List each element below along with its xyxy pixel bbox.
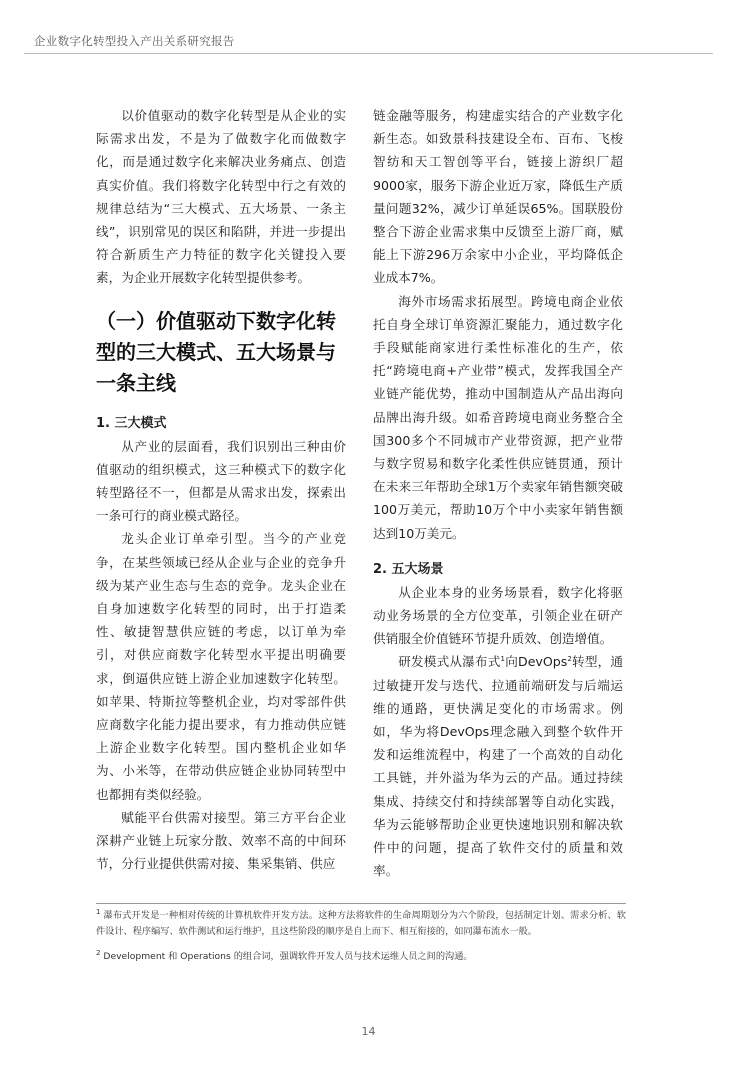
subsection-title-three-modes: 1. 三大模式 (96, 415, 167, 431)
paragraph: 赋能平台供需对接型。第三方平台企业深耕产业链上玩家分散、效率不高的中间环节，分行业提供供需对接、集采集销、供应 (96, 809, 346, 872)
paragraph-continued: 链金融等服务，构建虚实结合的产业数字化新生态。如致景科技建设全布、百布、飞梭智纺和天工智创等平台，链接上游织厂超9000家，服务下游企业近万家，降低生产质量问题32%，减少订单延误65%。国联股份整合下游企业需求集中反馈至上游厂商，赋能上下游296万余家中小企业，平均降低企业成本7%。 (373, 108, 623, 286)
footnote-1: $^1$ 瀑布式开发是一种相对传统的计算机软件开发方法。这种方法将软件的生命周期划分为六个阶段，包括制定计划、需求分析、软件设计、程序编写、软件测试和运行维护，且这些阶段的顺序是自上而下、相互衔接的，如同瀑布流水一般。 (96, 907, 627, 937)
page-number: 14 (361, 1025, 376, 1038)
intro-paragraph: 以价值驱动的数字化转型是从企业的实际需求出发，不是为了做数字化而做数字化，而是通过数字化来解决业务痛点、创造真实价值。我们将数字化转型中行之有效的规律总结为“三大模式、五大场景、一条主线”，识别常见的误区和陷阱，并进一步提出符合新质生产力特征的数字化关键投入要素，为企业开展数字化转型提供参考。 (96, 108, 346, 286)
footnote-ref-1[interactable]: 1 (500, 655, 505, 664)
subsection-title-five-scenarios: 2. 五大场景 (373, 561, 444, 577)
footnote-ref-2[interactable]: 2 (567, 655, 572, 664)
footnote-divider (96, 903, 626, 904)
header-divider (24, 53, 713, 54)
paragraph: 龙头企业订单牵引型。当今的产业竞争，在某些领域已经从企业与企业的竞争升级为某产业生态与生态的竞争。龙头企业在自身加速数字化转型的同时，出于打造柔性、敏捷智慧供应链的考虑，以订单为牵引，对供应商数字化转型水平提出明确要求，倒逼供应链上游企业加速数字化转型。如苹果、特斯拉等整机企业，均对零部件供应商数字化能力提出要求，有力推动供应链上游企业数字化转型。国内整机企业如华为、小米等，在带动供应链企业协同转型中也都拥有类似经验。 (96, 531, 346, 802)
left-column (96, 104, 346, 875)
section-title: （一）价值驱动下数字化转型的三大模式、五大场景与一条主线 (96, 308, 336, 395)
footnote-2: $^2$ Development 和 Operations 的组合词，强调软件开发人员与技术运维人员之间的沟通。 (96, 948, 473, 962)
paragraph: 从企业本身的业务场景看，数字化将驱动业务场景的全方位变革，引领企业在研产供销服全价值链环节提升质效、创造增值。 (373, 584, 623, 647)
paragraph: 从产业的层面看，我们识别出三种由价值驱动的组织模式，这三种模式下的数字化转型路径不一，但都是从需求出发，探索出一条可行的商业模式路径。 (96, 438, 346, 524)
paragraph-with-footnotes: 研发模式从瀑布式$^1$向DevOps$^2$转型，通过敏捷开发与迭代、拉通前端研发与后端运维的通路，更快满足变化的市场需求。例如，华为将DevOps理念融入到整个软件开发和运维流程中，构建了一个高效的自动化工具链，并外溢为华为云的产品。通过持续集成、持续交付和持续部署等自动化实践，华为云能够帮助企业更快速地识别和解决软件中的问题，提高了软件交付的质量和效率。 (373, 654, 623, 879)
right-column (373, 104, 623, 883)
paragraph: 海外市场需求拓展型。跨境电商企业依托自身全球订单资源汇聚能力，通过数字化手段赋能商家进行柔性标准化的生产，依托“跨境电商+产业带”模式，发挥我国全产业链产能优势，推动中国制造从产品出海向品牌出海升级。如希音跨境电商业务整合全国300多个不同城市产业带资源，把产业带与数字贸易和数字化柔性供应链贯通，预计在未来三年帮助全球1万个卖家年销售额突破100万美元，帮助10万个中小卖家年销售额达到10万美元。 (373, 293, 623, 541)
footnotes (96, 908, 626, 975)
report-title: 企业数字化转型投入产出关系研究报告 (34, 34, 235, 48)
